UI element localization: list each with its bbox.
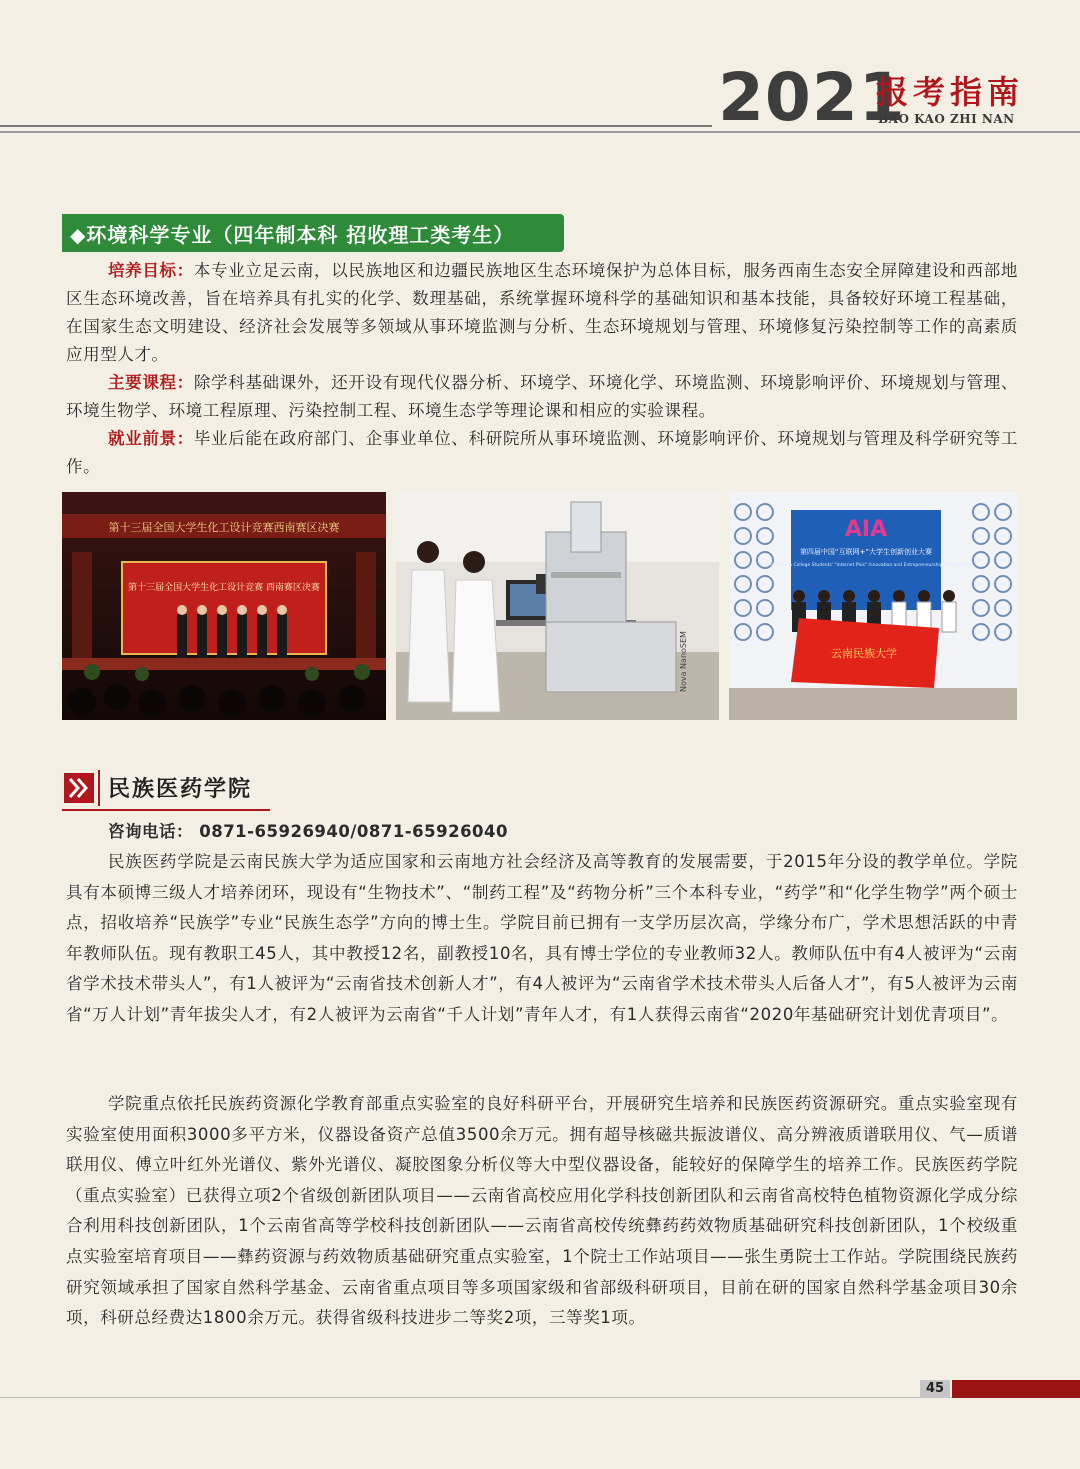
- stage-illustration: [62, 492, 386, 720]
- college-title: 民族医药学院: [108, 777, 253, 802]
- career-text: 毕业后能在政府部门、企事业单位、科研院所从事环境监测、环境影响评价、环境规划与管理及科学研究等工作。: [66, 429, 1018, 476]
- chevron-double-icon: [64, 773, 94, 803]
- group-illustration: [729, 492, 1017, 720]
- training-goal-paragraph: [66, 257, 1018, 369]
- training-goal-text: 本专业立足云南，以民族地区和边疆民族地区生态环境保护为总体目标，服务西南生态安全屏障建设和西部地区生态环境改善，旨在培养具有扎实的化学、数理基础，系统掌握环境科学的基础知识和基本技能，具备较好环境工程基础，在国家生态文明建设、经济社会发展等多领域从事环境监测与分析、生态环境规划与管理、环境修复污染控制等工作的高素质应用型人才。: [66, 261, 1018, 364]
- header-rule-lower: [0, 131, 1080, 133]
- footer-rule: [0, 1397, 1080, 1398]
- header-rule-upper: [0, 125, 712, 127]
- header-year: 2021: [718, 59, 906, 136]
- college-intro-paragraph: 民族医药学院是云南民族大学为适应国家和云南地方社会经济及高等教育的发展需要，于2015年分设的教学单位。学院具有本硕博三级人才培养闭环，现设有“生物技术”、“制药工程”及“药物分析”三个本科专业，“药学”和“化学生物学”两个硕士点，招收培养“民族学”专业“民族生态学”方向的博士生。学院目前已拥有一支学历层次高，学缘分布广，学术思想活跃的中青年教师队伍。现有教职工45人，其中教授12名，副教授10名，具有博士学位的专业教师32人。教师队伍中有4人被评为“云南省学术技术带头人”，有1人被评为“云南省技术创新人才”，有4人被评为“云南省学术技术带头人后备人才”，有5人被评为云南省“万人计划”青年拔尖人才，有2人被评为云南省“千人计划”青年人才，有1人获得云南省“2020年基础研究计划优青项目”。: [66, 852, 1018, 1024]
- courses-paragraph: [66, 369, 1018, 425]
- competition-logo: AIA: [844, 517, 888, 542]
- competition-subtitle: The 4th China College Students' "Internet Plus" Innovation and Entrepreneurship Competition: [760, 563, 972, 568]
- microscope-brand: Nova NanoSEM: [679, 631, 688, 692]
- major-title-bar: [62, 214, 564, 252]
- header-pinyin: BAO KAO ZHI NAN: [878, 112, 1015, 126]
- college-title-underline: [62, 809, 270, 811]
- college-lab-paragraph: 学院重点依托民族药资源化学教育部重点实验室的良好科研平台，开展研究生培养和民族医药资源研究。重点实验室现有实验室使用面积3000多平方米，仪器设备资产总值3500余万元。拥有超导核磁共振波谱仪、高分辨液质谱联用仪、气—质谱联用仪、傅立叶红外光谱仪、紫外光谱仪、凝胶图象分析仪等大中型仪器设备，能较好的保障学生的培养工作。民族医药学院（重点实验室）已获得立项2个省级创新团队项目——云南省高校应用化学科技创新团队和云南省高校特色植物资源化学成分综合利用科技创新团队，1个云南省高等学校科技创新团队——云南省高校传统彝药药效物质基础研究科技创新团队，1个校级重点实验室培育项目——彝药资源与药效物质基础研究重点实验室，1个院士工作站项目——张生勇院士工作站。学院围绕民族药研究领域承担了国家自然科学基金、云南省重点项目等多项国家级和省部级科研项目，目前在研的国家自然科学基金项目30余项，科研总经费达1800余万元。获得省级科技进步二等奖2项，三等奖1项。: [66, 1094, 1018, 1328]
- photo-laboratory: [396, 492, 719, 720]
- photo-competition-stage: [62, 492, 386, 720]
- stage-screen-text: 第十三届全国大学生化工设计竞赛 西南赛区决赛: [128, 583, 320, 593]
- competition-title: 第四届中国“互联网+”大学生创新创业大赛: [799, 548, 933, 556]
- lab-illustration: [396, 492, 719, 720]
- career-label: 就业前景：: [108, 429, 194, 448]
- career-paragraph: [66, 425, 1018, 481]
- header-title: 报考指南: [876, 73, 1025, 111]
- major-title: ◆环境科学专业（四年制本科 招收理工类考生）: [70, 223, 515, 247]
- section-title-divider: [98, 770, 100, 806]
- photo-competition-group: [729, 492, 1017, 720]
- training-goal-label: 培养目标：: [108, 261, 194, 280]
- university-flag-text: 云南民族大学: [831, 647, 897, 660]
- page-number: 45: [920, 1380, 950, 1398]
- courses-text: 除学科基础课外，还开设有现代仪器分析、环境学、环境化学、环境监测、环境影响评价、环境规划与管理、环境生物学、环境工程原理、污染控制工程、环境生态学等理论课和相应的实验课程。: [66, 373, 1018, 420]
- stage-banner-text: 第十三届全国大学生化工设计竞赛西南赛区决赛: [108, 521, 340, 534]
- courses-label: 主要课程：: [108, 373, 194, 392]
- consult-phone: 咨询电话： 0871-65926940/0871-65926040: [108, 822, 509, 841]
- footer-accent-bar: [952, 1380, 1080, 1398]
